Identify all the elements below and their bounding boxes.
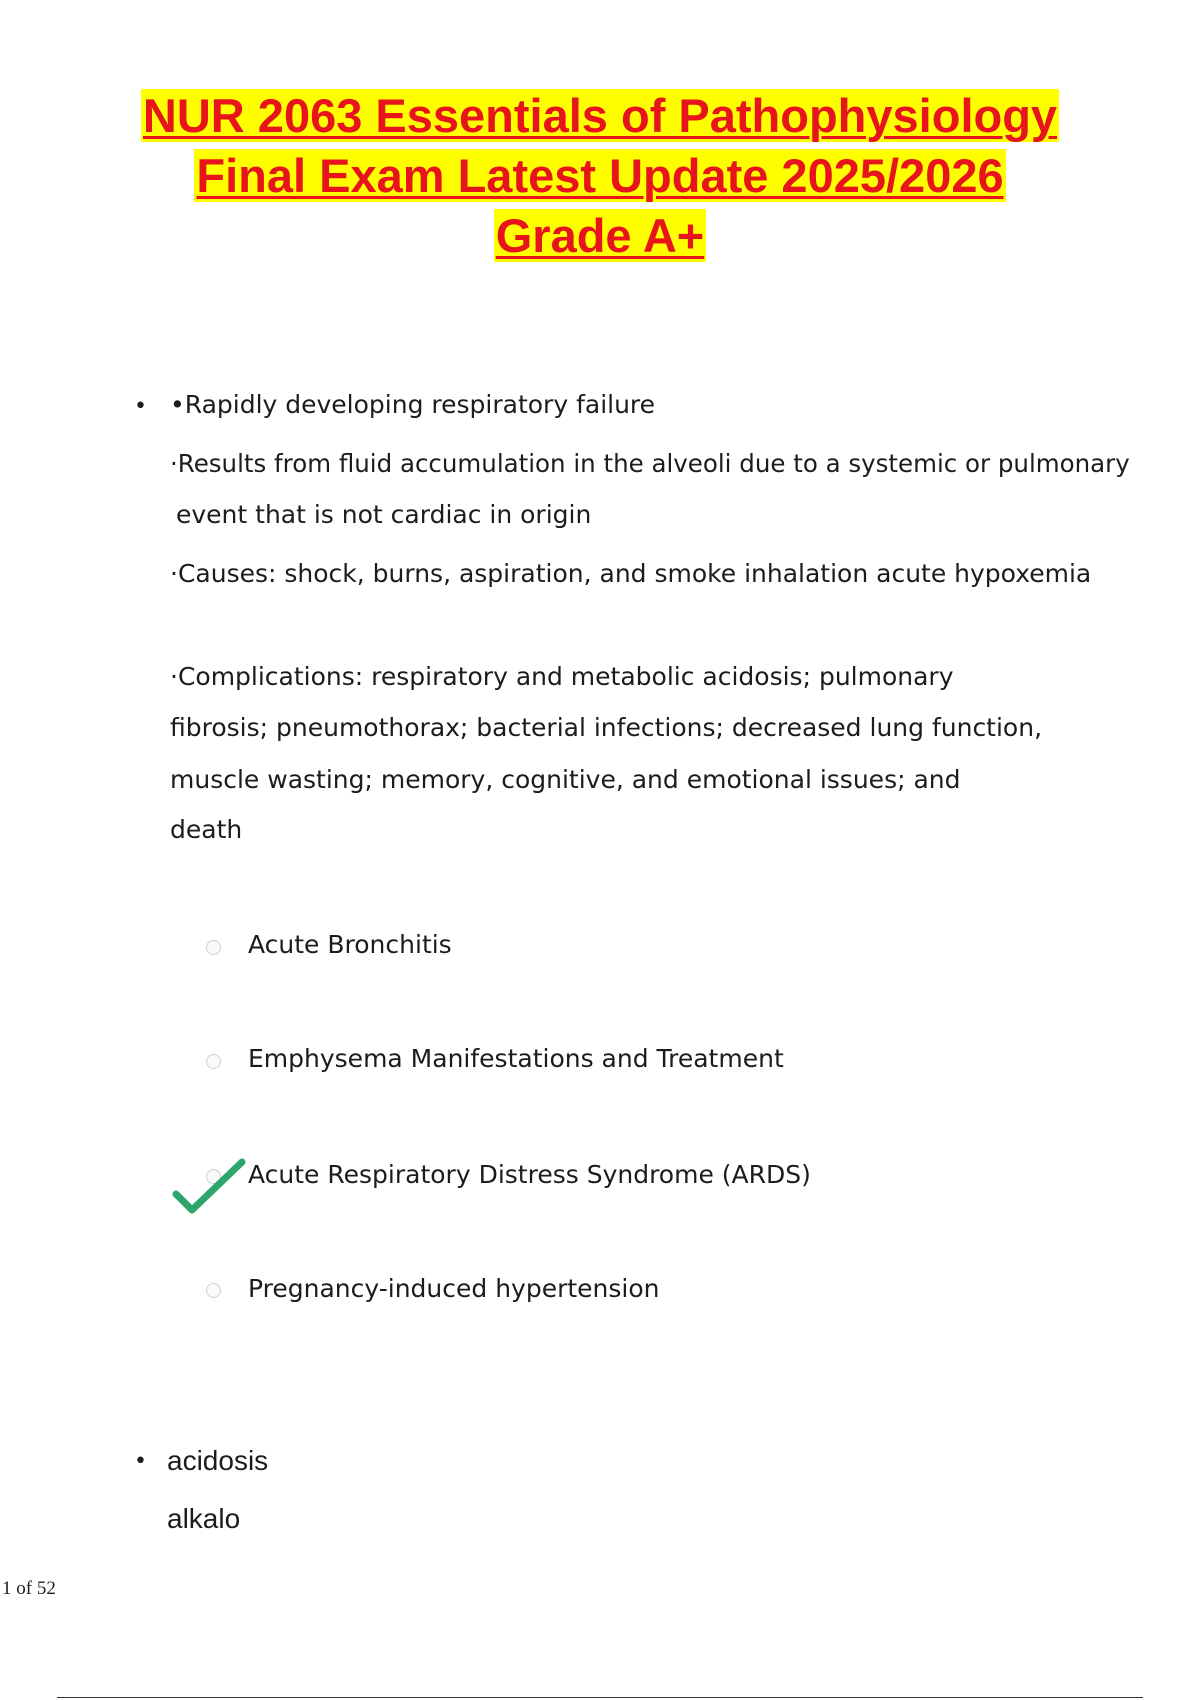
answer-option-label: Pregnancy-induced hypertension [248, 1274, 660, 1303]
radio-button-icon[interactable] [206, 940, 221, 955]
page-indicator: 1 of 52 [2, 1578, 56, 1599]
title-line-1: NUR 2063 Essentials of Pathophysiology [142, 89, 1058, 142]
answer-option-label: Acute Bronchitis [248, 930, 452, 959]
answer-option-label: Emphysema Manifestations and Treatment [248, 1044, 784, 1073]
radio-button-icon[interactable] [206, 1283, 221, 1298]
question-1-results-line-2: event that is not cardiac in origin [176, 500, 592, 529]
question-1-complications-line-3: muscle wasting; memory, cognitive, and emotional issues; and [170, 765, 961, 794]
question-1-complications-line-4: death [170, 815, 243, 844]
document-title [0, 86, 1200, 266]
title-line-3: Grade A+ [495, 209, 705, 262]
question-1-results-line-1: ·Results from fluid accumulation in the alveoli due to a systemic or pulmonary [170, 449, 1130, 478]
question-1-complications-line-1: ·Complications: respiratory and metabolic acidosis; pulmonary [170, 662, 954, 691]
question-2-line-1: acidosis [167, 1445, 269, 1476]
footer-divider [57, 1697, 1143, 1698]
question-2-line-2: alkalo [167, 1503, 241, 1534]
question-1-causes: ·Causes: shock, burns, aspiration, and smoke inhalation acute hypoxemia [170, 559, 1092, 588]
title-line-2: Final Exam Latest Update 2025/2026 [196, 149, 1004, 202]
question-1-complications-line-2: fibrosis; pneumothorax; bacterial infections; decreased lung function, [170, 713, 1043, 742]
radio-button-icon[interactable] [206, 1054, 221, 1069]
question-1-bullet: • [134, 394, 147, 419]
checkmark-icon [172, 1158, 246, 1216]
question-1-prompt: •Rapidly developing respiratory failure [170, 390, 656, 419]
answer-option-label: Acute Respiratory Distress Syndrome (ARDS) [248, 1160, 811, 1189]
question-2-bullet: • [134, 1449, 147, 1474]
